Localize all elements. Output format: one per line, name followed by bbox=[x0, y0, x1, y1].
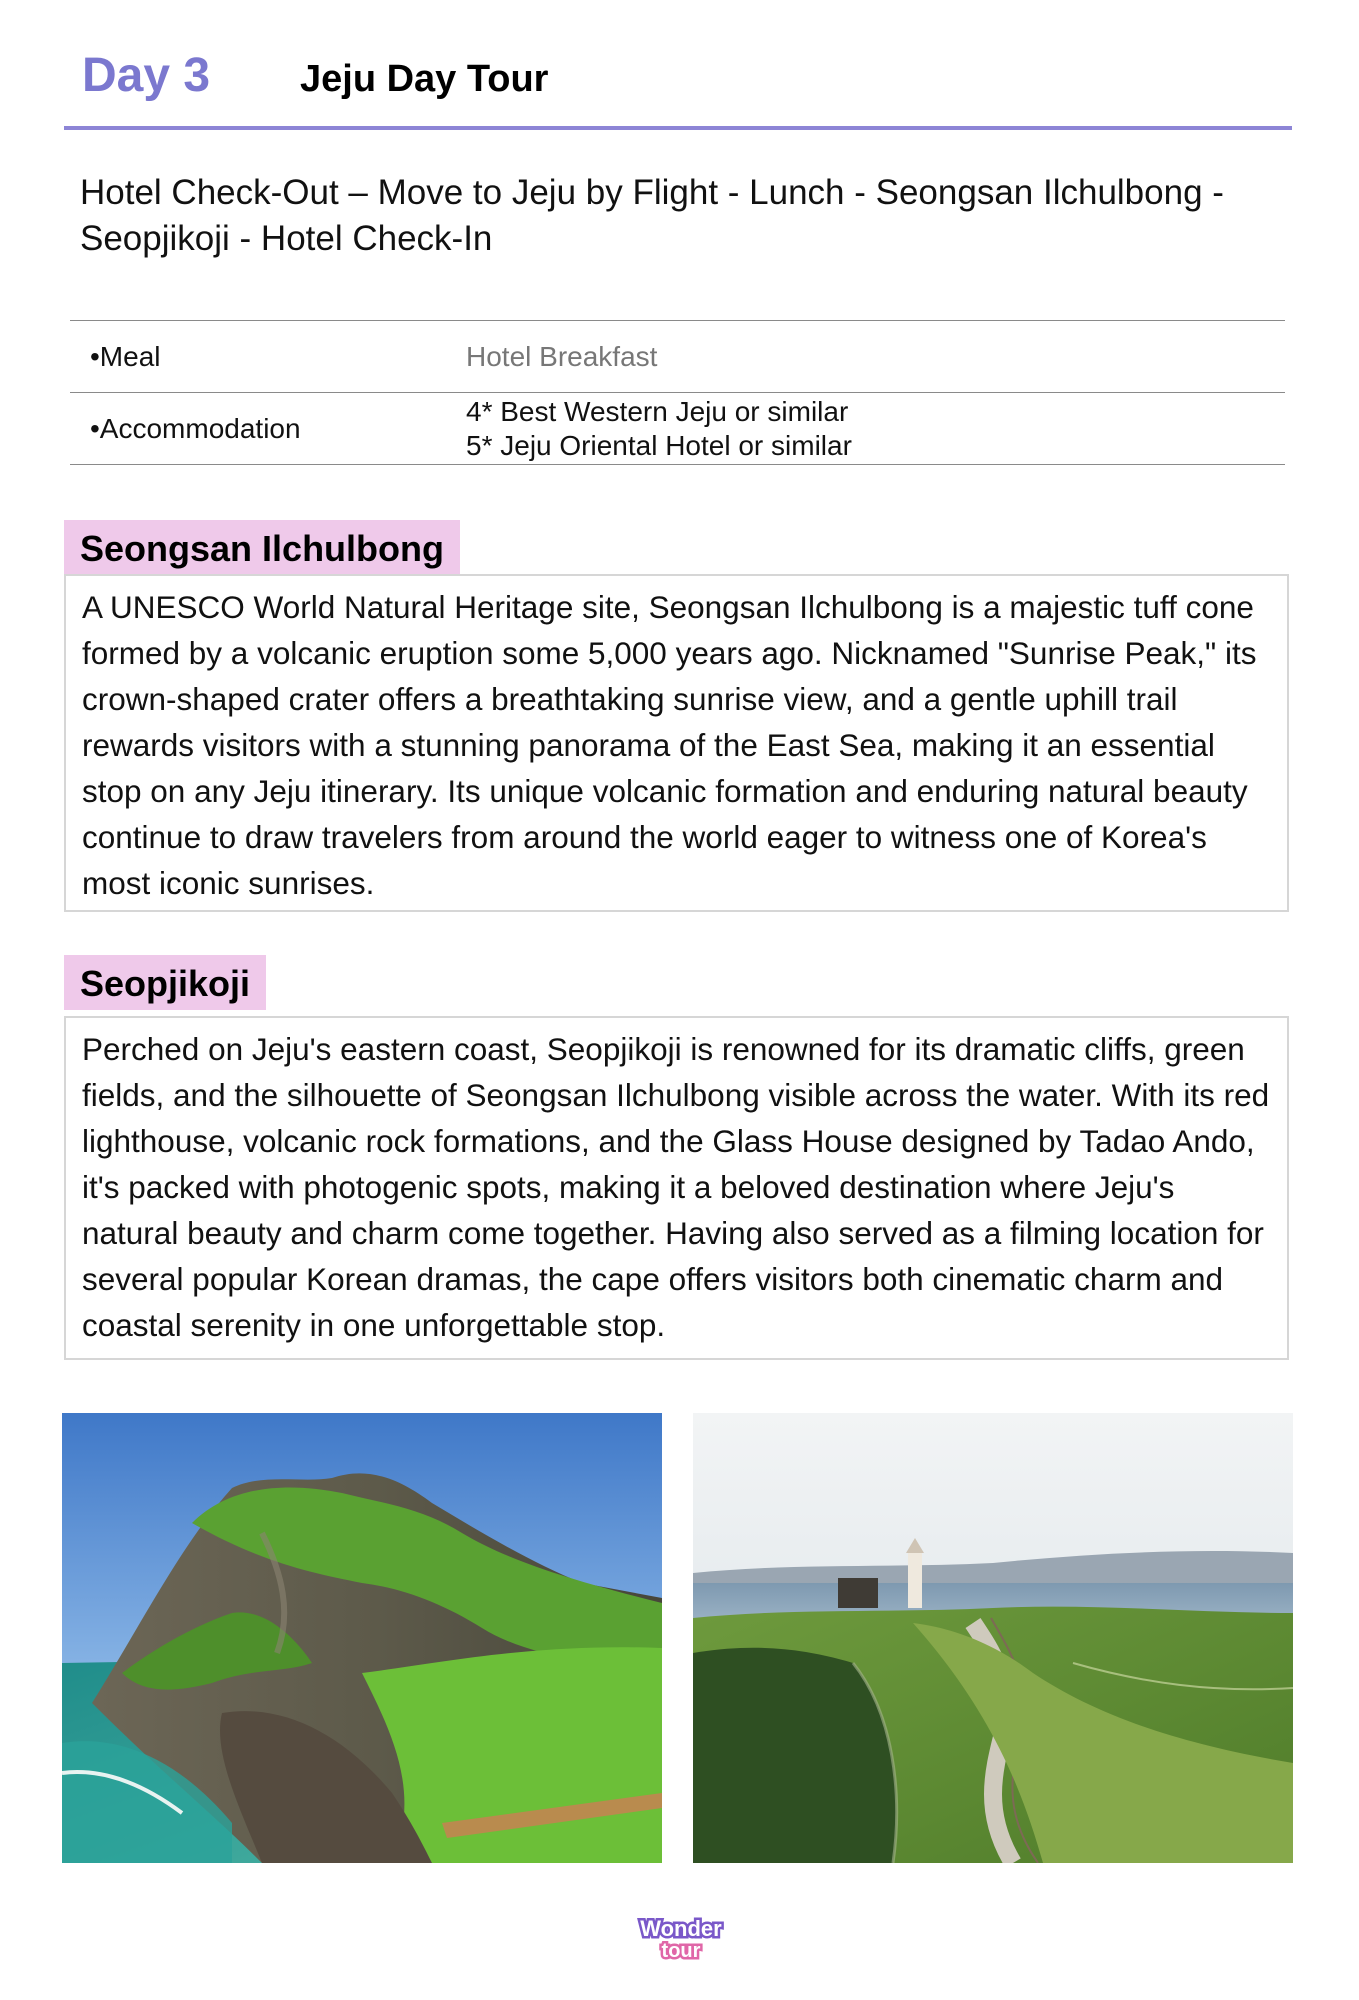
accommodation-option: 4* Best Western Jeju or similar bbox=[466, 395, 849, 427]
page-title: Jeju Day Tour bbox=[300, 58, 549, 100]
day-label: Day 3 bbox=[82, 49, 211, 102]
accommodation-value bbox=[465, 393, 1285, 465]
logo-word-wonder: Wonder bbox=[640, 1916, 722, 1941]
info-table bbox=[70, 320, 1285, 465]
meal-value: Hotel Breakfast bbox=[466, 340, 658, 372]
section-body-seongsan: A UNESCO World Natural Heritage site, Seongsan Ilchulbong is a majestic tuff cone formed by a volcanic eruption some 5,000 years ago. Nicknamed "Sunrise Peak," its crown-shaped crater offers a breathtaking sunrise view, and a gentle uphill trail rewards visitors with a stunning panorama of the East Sea, making it an essential stop on any Jeju itinerary. Its unique volcanic formation and enduring natural beauty continue to draw travelers from around the world eager to witness one of Korea's most iconic sunrises. bbox=[64, 574, 1289, 912]
meal-row bbox=[70, 321, 1285, 393]
seongsan-ilchulbong-photo bbox=[62, 1413, 662, 1863]
section-title-seongsan: Seongsan Ilchulbong bbox=[64, 520, 460, 575]
wonder-tour-logo bbox=[622, 1912, 740, 1962]
accommodation-label: •Accommodation bbox=[90, 412, 301, 444]
section-body-seopjikoji: Perched on Jeju's eastern coast, Seopjikoji is renowned for its dramatic cliffs, green fields, and the silhouette of Seongsan Ilchulbong visible across the water. With its red lighthouse, volcanic rock formations, and the Glass House designed by Tadao Ando, it's packed with photogenic spots, making it a beloved destination where Jeju's natural beauty and charm come together. Having also served as a filming location for several popular Korean dramas, the cape offers visitors both cinematic charm and coastal serenity in one unforgettable stop. bbox=[64, 1016, 1289, 1360]
header-divider bbox=[64, 126, 1292, 130]
meal-label: •Meal bbox=[90, 340, 161, 372]
accommodation-option: 5* Jeju Oriental Hotel or similar bbox=[466, 429, 852, 461]
itinerary-route: Hotel Check-Out – Move to Jeju by Flight - Lunch - Seongsan Ilchulbong - Seopjikoji - Hotel Check-In bbox=[80, 173, 1224, 258]
accommodation-row bbox=[70, 393, 1285, 465]
logo-word-tour: tour bbox=[661, 1940, 701, 1962]
section-title-seopjikoji: Seopjikoji bbox=[64, 955, 266, 1010]
seopjikoji-photo bbox=[693, 1413, 1293, 1863]
